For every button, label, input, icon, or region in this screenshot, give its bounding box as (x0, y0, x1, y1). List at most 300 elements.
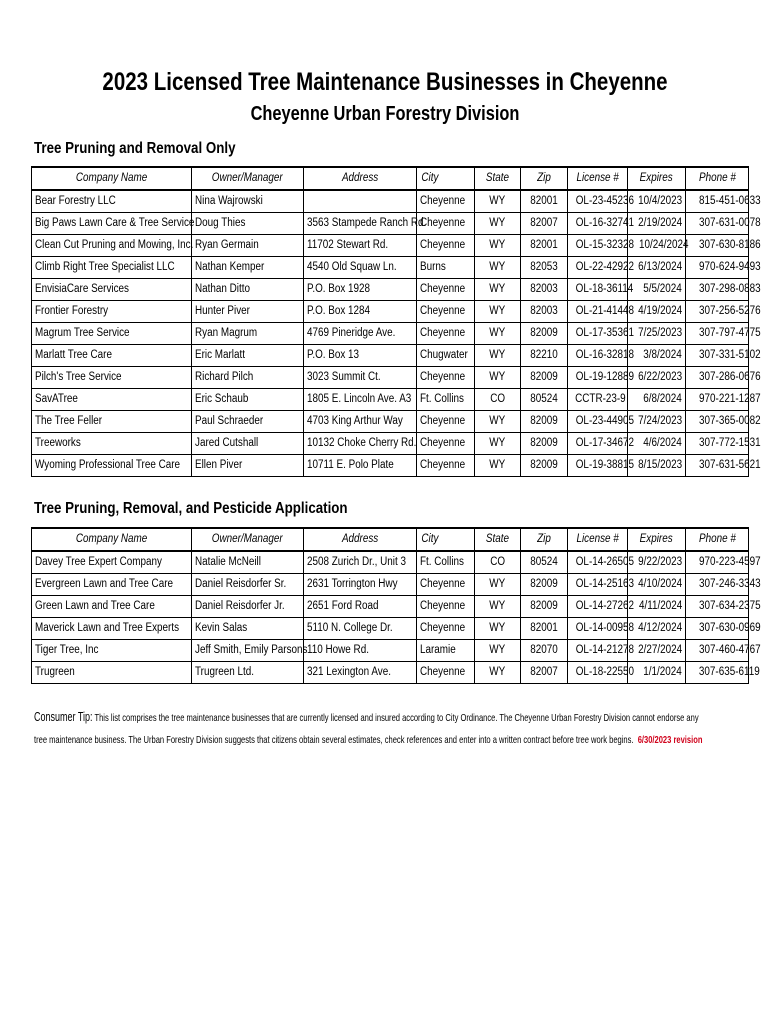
cell-city (417, 551, 475, 574)
cell-zip (521, 323, 568, 345)
cell-address (304, 279, 417, 301)
cell-zip (521, 367, 568, 389)
section2-title: Tree Pruning, Removal, and Pesticide Application (34, 500, 348, 517)
cell-owner-manager (192, 213, 304, 235)
cell-text: 3023 Summit Ct. (307, 371, 381, 383)
header-owner-manager (192, 167, 304, 190)
cell-text: OL-18-36114 (575, 283, 634, 295)
cell-phone (686, 257, 761, 279)
cell-text: 5110 N. College Dr. (307, 622, 393, 634)
cell-state (475, 411, 521, 433)
cell-text: 82009 (530, 578, 558, 590)
cell-text: 307-460-4767 (699, 644, 761, 656)
cell-company-name (32, 367, 192, 389)
cell-text: 970-223-4597 (699, 556, 761, 568)
cell-text: OL-14-21278 (575, 644, 635, 656)
cell-company-name (32, 389, 192, 411)
table-row (32, 411, 749, 433)
cell-text: WY (489, 305, 506, 317)
cell-text: Chugwater (420, 349, 468, 361)
header-label: Phone # (698, 172, 736, 184)
cell-company-name (32, 235, 192, 257)
cell-text: Jeff Smith, Emily Parsons (195, 644, 308, 656)
cell-text: 82009 (530, 600, 558, 612)
header-label: Company Name (75, 533, 148, 545)
cell-text: 6/22/2023 (638, 371, 683, 383)
cell-text: 10/4/2023 (638, 195, 683, 207)
cell-license (568, 345, 635, 367)
cell-address (304, 235, 417, 257)
cell-text: OL-19-12889 (575, 371, 635, 383)
cell-text: 307-286-0676 (699, 371, 761, 383)
cell-license (568, 551, 635, 574)
header-label: License # (576, 533, 619, 545)
cell-license (568, 279, 634, 301)
cell-company-name (32, 213, 195, 235)
cell-text: Ellen Piver (195, 459, 243, 471)
cell-text: 307-256-5276 (699, 305, 761, 317)
cell-text: 307-331-5102 (699, 349, 761, 361)
cell-text: 815-451-0633 (699, 195, 761, 207)
cell-address (304, 574, 417, 596)
cell-text: Hunter Piver (195, 305, 250, 317)
cell-text: OL-16-32741 (575, 217, 635, 229)
cell-text: Trugreen Ltd. (195, 666, 255, 678)
cell-text: Cheyenne (420, 195, 466, 207)
cell-text: Magrum Tree Service (35, 327, 130, 339)
cell-state (475, 323, 521, 345)
cell-text: 82009 (530, 371, 558, 383)
cell-text: 307-772-1531 (699, 437, 761, 449)
table-row (32, 662, 749, 684)
table-row (32, 190, 749, 213)
cell-expires (628, 455, 686, 477)
cell-phone (686, 551, 761, 574)
cell-text: Daniel Reisdorfer Jr. (195, 600, 285, 612)
cell-text: Cheyenne (420, 666, 466, 678)
header-city (417, 167, 475, 190)
cell-zip (521, 618, 568, 640)
cell-text: OL-23-45236 (575, 195, 635, 207)
cell-zip (521, 640, 568, 662)
cell-text: 4703 King Arthur Way (307, 415, 403, 427)
cell-owner-manager (192, 433, 304, 455)
cell-text: OL-14-26505 (575, 556, 635, 568)
consumer-tip-label: Consumer Tip: (34, 710, 93, 724)
cell-phone (686, 213, 761, 235)
cell-expires (628, 596, 686, 618)
header-company-name (32, 528, 192, 551)
cell-address (304, 257, 417, 279)
cell-license (568, 367, 635, 389)
cell-expires (628, 433, 686, 455)
cell-owner-manager (192, 455, 304, 477)
cell-phone (686, 433, 761, 455)
cell-state (475, 551, 521, 574)
header-phone (686, 167, 749, 190)
cell-expires (628, 618, 686, 640)
header-phone (686, 528, 749, 551)
cell-license (568, 389, 628, 411)
cell-text: EnvisiaCare Services (35, 283, 129, 295)
consumer-tip-line1 (34, 710, 699, 724)
cell-expires (628, 389, 686, 411)
header-company-name (32, 167, 192, 190)
cell-text: Cheyenne (420, 305, 466, 317)
cell-city (417, 596, 475, 618)
cell-text: WY (489, 600, 506, 612)
cell-text: Nina Wajrowski (195, 195, 263, 207)
cell-text: WY (489, 622, 506, 634)
cell-text: 4/10/2024 (638, 578, 683, 590)
cell-zip (521, 389, 568, 411)
cell-text: Treeworks (35, 437, 81, 449)
cell-text: OL-17-35361 (575, 327, 635, 339)
cell-state (475, 345, 521, 367)
cell-owner-manager (192, 574, 304, 596)
cell-text: Natalie McNeill (195, 556, 261, 568)
cell-company-name (32, 551, 192, 574)
cell-text: Cheyenne (420, 327, 466, 339)
cell-expires (628, 367, 686, 389)
cell-text: OL-14-25163 (575, 578, 635, 590)
cell-address (304, 640, 417, 662)
cell-text: 4769 Pineridge Ave. (307, 327, 396, 339)
cell-expires (628, 301, 686, 323)
cell-expires (628, 574, 686, 596)
cell-state (475, 574, 521, 596)
cell-text: 1805 E. Lincoln Ave. A3 (307, 393, 412, 405)
cell-text: 82009 (530, 415, 558, 427)
cell-text: 7/25/2023 (638, 327, 683, 339)
cell-text: Cheyenne (420, 459, 466, 471)
cell-text: 4/19/2024 (638, 305, 683, 317)
cell-state (475, 618, 521, 640)
cell-address (304, 367, 417, 389)
cell-text: 307-635-6119 (698, 666, 760, 678)
cell-text: Cheyenne (420, 622, 466, 634)
cell-owner-manager (192, 662, 304, 684)
cell-text: WY (489, 644, 506, 656)
cell-text: 307-365-0082 (699, 415, 761, 427)
cell-text: Green Lawn and Tree Care (35, 600, 155, 612)
revision-note: 6/30/2023 revision (637, 734, 703, 746)
cell-text: Paul Schraeder (195, 415, 264, 427)
cell-address (304, 411, 417, 433)
header-state (475, 167, 521, 190)
cell-text: WY (489, 437, 506, 449)
cell-text: 82001 (530, 622, 558, 634)
cell-address (304, 433, 417, 455)
cell-text: Pilch's Tree Service (35, 371, 122, 383)
cell-text: Frontier Forestry (35, 305, 109, 317)
cell-city (417, 433, 475, 455)
table-row (32, 323, 749, 345)
cell-text: 82003 (530, 305, 558, 317)
cell-text: Nathan Kemper (195, 261, 265, 273)
cell-text: 1/1/2024 (643, 666, 682, 678)
cell-expires (628, 279, 686, 301)
header-label: License # (576, 172, 619, 184)
cell-phone (686, 455, 761, 477)
cell-text: Clean Cut Pruning and Mowing, Inc. (35, 239, 194, 251)
cell-city (417, 301, 475, 323)
cell-phone (686, 301, 761, 323)
cell-text: WY (489, 217, 506, 229)
cell-text: CO (490, 393, 505, 405)
cell-text: 4540 Old Squaw Ln. (307, 261, 397, 273)
cell-city (417, 411, 475, 433)
cell-text: Cheyenne (420, 239, 466, 251)
table-row (32, 618, 749, 640)
cell-text: OL-22-42922 (575, 261, 635, 273)
cell-state (475, 662, 521, 684)
cell-text: 2651 Ford Road (307, 600, 379, 612)
table-row (32, 551, 749, 574)
cell-text: 82007 (530, 666, 558, 678)
cell-text: 307-246-3343 (699, 578, 761, 590)
cell-state (475, 433, 521, 455)
cell-text: 11702 Stewart Rd. (307, 239, 389, 251)
header-city (417, 528, 475, 551)
header-label: Expires (639, 533, 673, 545)
cell-zip (521, 235, 568, 257)
cell-text: Cheyenne (420, 283, 466, 295)
cell-state (475, 455, 521, 477)
cell-expires (628, 257, 686, 279)
cell-text: OL-14-00958 (575, 622, 635, 634)
cell-text: WY (489, 371, 506, 383)
cell-text: 82210 (530, 349, 558, 361)
cell-phone (686, 618, 761, 640)
cell-text: Ft. Collins (420, 393, 464, 405)
cell-address (304, 618, 417, 640)
cell-expires (628, 213, 686, 235)
cell-text: 82003 (530, 283, 558, 295)
cell-text: Laramie (420, 644, 456, 656)
cell-company-name (32, 323, 192, 345)
cell-text: Ft. Collins (420, 556, 464, 568)
cell-text: WY (489, 239, 506, 251)
cell-text: 4/11/2024 (638, 600, 682, 612)
cell-company-name (32, 345, 192, 367)
cell-company-name (32, 279, 192, 301)
cell-zip (521, 574, 568, 596)
cell-city (417, 367, 475, 389)
table-row (32, 279, 749, 301)
cell-city (417, 345, 475, 367)
cell-text: 307-630-8186 (699, 239, 761, 251)
cell-text: Eric Marlatt (195, 349, 246, 361)
cell-text: 3/8/2024 (643, 349, 682, 361)
header-license (568, 528, 628, 551)
cell-state (475, 367, 521, 389)
cell-city (417, 257, 475, 279)
cell-company-name (32, 455, 192, 477)
cell-text: 6/8/2024 (643, 393, 682, 405)
cell-text: WY (489, 195, 506, 207)
cell-text: Cheyenne (420, 217, 466, 229)
cell-text: Wyoming Professional Tree Care (35, 459, 181, 471)
cell-phone (686, 367, 761, 389)
table-row (32, 367, 749, 389)
cell-text: Trugreen (35, 666, 75, 678)
cell-owner-manager (192, 235, 304, 257)
cell-text: Doug Thies (195, 217, 246, 229)
cell-expires (628, 551, 686, 574)
header-label: Phone # (698, 533, 736, 545)
cell-text: OL-16-32818 (575, 349, 635, 361)
cell-text: OL-18-22550 (575, 666, 635, 678)
header-label: Address (341, 172, 379, 184)
cell-expires (628, 640, 686, 662)
cell-company-name (32, 190, 192, 213)
cell-text: Climb Right Tree Specialist LLC (35, 261, 175, 273)
cell-phone (686, 574, 761, 596)
page-subtitle: Cheyenne Urban Forestry Division (250, 103, 520, 125)
table-row (32, 433, 749, 455)
cell-text: 2631 Torrington Hwy (307, 578, 398, 590)
cell-text: 8/15/2023 (638, 459, 683, 471)
cell-text: Bear Forestry LLC (35, 195, 116, 207)
header-owner-manager (192, 528, 304, 551)
header-zip (521, 167, 568, 190)
cell-city (417, 190, 475, 213)
cell-text: Eric Schaub (195, 393, 249, 405)
cell-text: 307-797-4775 (699, 327, 761, 339)
cell-city (417, 389, 475, 411)
cell-company-name (32, 640, 192, 662)
table-row (32, 235, 749, 257)
cell-text: WY (489, 261, 506, 273)
consumer-tip-text2: tree maintenance business. The Urban Forestry Division suggests that citizens obtain several estimates, check references and enter into a written contract before tree work begins. (34, 734, 634, 746)
cell-text: 307-631-0078 (699, 217, 761, 229)
cell-company-name (32, 257, 192, 279)
table-row (32, 213, 749, 235)
cell-license (568, 574, 635, 596)
cell-address (304, 389, 417, 411)
cell-text: 6/13/2024 (638, 261, 683, 273)
cell-text: 307-631-5621 (699, 459, 761, 471)
header-label: City (421, 172, 439, 184)
cell-owner-manager (192, 551, 304, 574)
header-label: Company Name (75, 172, 148, 184)
cell-address (304, 213, 427, 235)
page-title: 2023 Licensed Tree Maintenance Businesses in Cheyenne (102, 68, 668, 96)
cell-text: 10132 Choke Cherry Rd. (307, 437, 417, 449)
cell-text: The Tree Feller (35, 415, 103, 427)
cell-text: 307-298-0883 (699, 283, 761, 295)
cell-text: 3563 Stampede Ranch Rd. (307, 217, 427, 229)
cell-text: 82070 (530, 644, 558, 656)
cell-phone (686, 235, 761, 257)
cell-license (568, 323, 635, 345)
cell-city (417, 662, 475, 684)
cell-zip (521, 301, 568, 323)
cell-license (568, 235, 635, 257)
cell-text: 7/24/2023 (638, 415, 683, 427)
cell-text: Tiger Tree, Inc (35, 644, 99, 656)
cell-text: 110 Howe Rd. (307, 644, 369, 656)
cell-city (417, 640, 475, 662)
cell-state (475, 279, 521, 301)
cell-text: P.O. Box 1284 (307, 305, 371, 317)
cell-text: 307-630-0969 (699, 622, 761, 634)
cell-text: WY (489, 283, 506, 295)
cell-text: Daniel Reisdorfer Sr. (195, 578, 287, 590)
cell-expires (628, 190, 686, 213)
section2-table (31, 527, 761, 684)
cell-text: Cheyenne (420, 415, 466, 427)
cell-expires (628, 345, 686, 367)
cell-company-name (32, 411, 192, 433)
cell-license (568, 213, 635, 235)
table-row (32, 345, 749, 367)
cell-text: CCTR-23-9 (575, 393, 626, 405)
cell-owner-manager (192, 618, 304, 640)
cell-zip (521, 433, 568, 455)
cell-expires (628, 662, 686, 684)
cell-text: Cheyenne (420, 600, 466, 612)
table-header-row (32, 528, 749, 551)
table-row (32, 257, 749, 279)
cell-text: OL-17-34672 (575, 437, 635, 449)
cell-company-name (32, 574, 192, 596)
cell-expires (628, 323, 686, 345)
cell-zip (521, 455, 568, 477)
cell-text: 9/22/2023 (638, 556, 683, 568)
cell-text: Cheyenne (420, 578, 466, 590)
cell-text: 82007 (530, 217, 558, 229)
cell-license (568, 257, 635, 279)
cell-text: 307-634-2375 (699, 600, 761, 612)
cell-text: Burns (420, 261, 446, 273)
cell-text: WY (489, 349, 506, 361)
cell-text: 10711 E. Polo Plate (307, 459, 394, 471)
header-label: State (485, 172, 510, 184)
cell-text: Nathan Ditto (195, 283, 250, 295)
cell-zip (521, 662, 568, 684)
header-expires (628, 167, 686, 190)
cell-state (475, 301, 521, 323)
cell-city (417, 455, 475, 477)
cell-text: 970-624-9493 (699, 261, 761, 273)
table-row (32, 596, 749, 618)
cell-text: Evergreen Lawn and Tree Care (35, 578, 174, 590)
header-state (475, 528, 521, 551)
cell-owner-manager (192, 367, 304, 389)
cell-zip (521, 345, 568, 367)
header-address (304, 167, 417, 190)
cell-zip (521, 411, 568, 433)
cell-address (304, 551, 417, 574)
cell-expires (628, 411, 686, 433)
cell-text: Davey Tree Expert Company (35, 556, 162, 568)
cell-text: OL-14-27262 (575, 600, 635, 612)
cell-text: Kevin Salas (195, 622, 248, 634)
cell-owner-manager (192, 411, 304, 433)
table-row (32, 574, 749, 596)
cell-text: WY (489, 459, 506, 471)
cell-text: SavATree (35, 393, 78, 405)
section1-title: Tree Pruning and Removal Only (34, 140, 236, 157)
cell-address (304, 190, 417, 213)
cell-text: Jared Cutshall (195, 437, 259, 449)
cell-license (568, 455, 635, 477)
cell-phone (686, 640, 761, 662)
table-row (32, 301, 749, 323)
cell-text: Marlatt Tree Care (35, 349, 112, 361)
